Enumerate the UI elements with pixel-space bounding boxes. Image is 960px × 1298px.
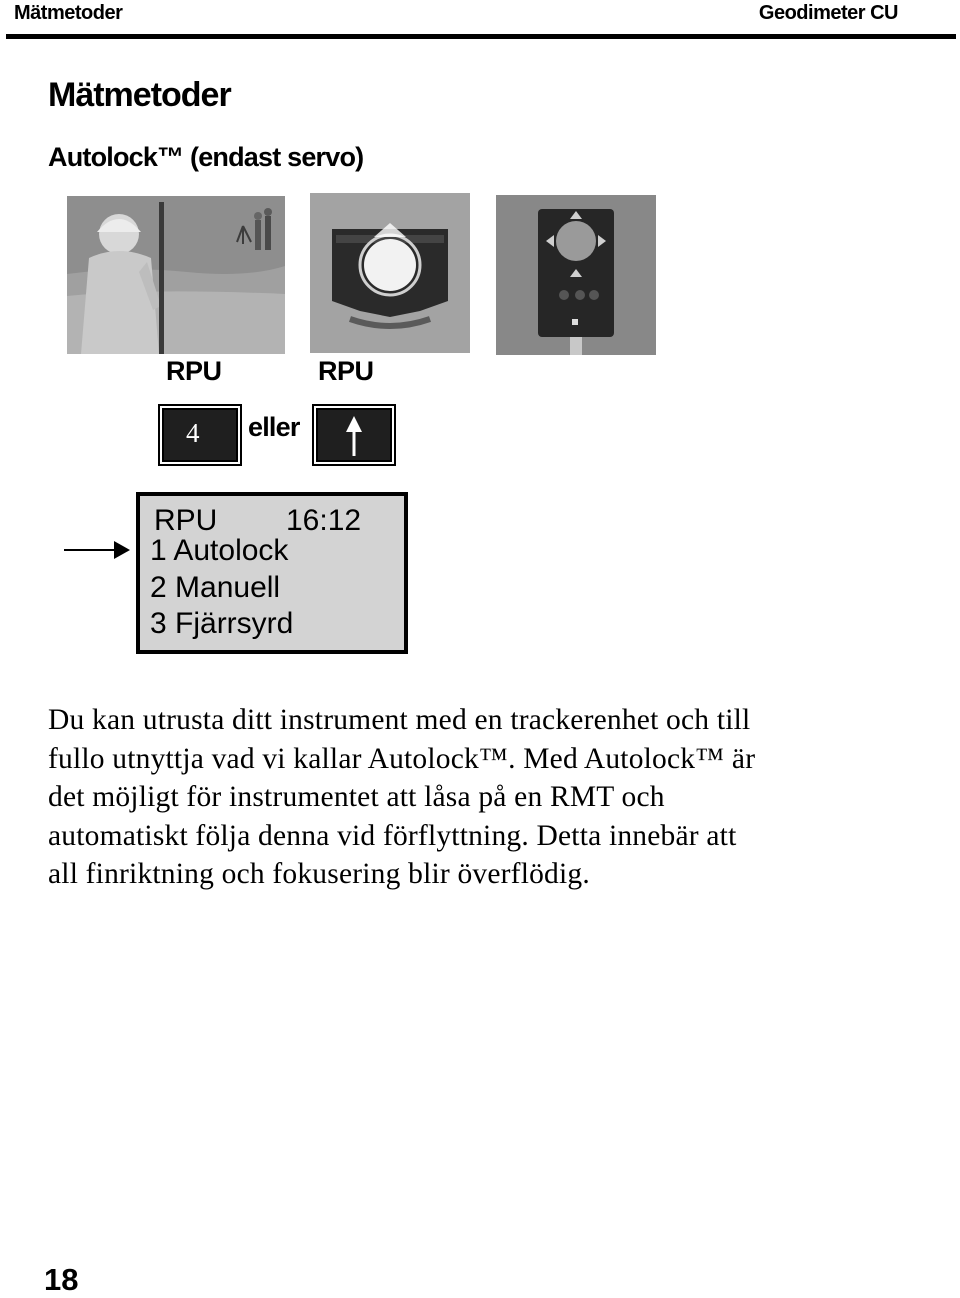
body-line: Du kan utrusta ditt instrument med en trackerenhet och till — [48, 704, 751, 736]
body-line: all finriktning och fokusering blir överflödig. — [48, 858, 590, 890]
header-rule — [6, 34, 956, 39]
rpu-menu-display — [136, 492, 408, 654]
arrow-up-icon — [318, 410, 390, 460]
body-line: fullo utnyttja vad vi kallar Autolock™. Med Autolock™ är — [48, 742, 756, 775]
body-line: automatiskt följa denna vid förflyttning. Detta innebär att — [48, 819, 737, 852]
or-label: eller — [248, 412, 300, 442]
surveyor-photo — [67, 196, 285, 354]
menu-item-autolock[interactable]: 1 Autolock — [150, 534, 289, 567]
prism-light-photo — [310, 193, 470, 353]
page-title: Mätmetoder — [48, 76, 231, 114]
remote-target-photo — [496, 195, 656, 355]
section-title: Autolock™ (endast servo) — [48, 142, 364, 172]
rpu-label-right: RPU — [318, 356, 374, 386]
display-title: RPU — [154, 504, 218, 537]
rpu-label-left: RPU — [166, 356, 222, 386]
key-4-button[interactable] — [162, 408, 238, 462]
menu-item-manuell[interactable]: 2 Manuell — [150, 571, 281, 604]
header-left-title: Mätmetoder — [14, 2, 123, 24]
pointer-arrow-icon — [64, 538, 132, 562]
display-time: 16:12 — [286, 504, 362, 537]
key-4-label: 4 — [186, 418, 200, 448]
body-line: det möjligt för instrumentet att låsa på en RMT och — [48, 781, 665, 813]
page-number: 18 — [44, 1262, 79, 1297]
up-arrow-key-button[interactable] — [316, 408, 392, 462]
menu-item-fjarrsyrd[interactable]: 3 Fjärrsyrd — [150, 607, 294, 640]
header-right-title: Geodimeter CU — [758, 2, 898, 24]
body-paragraph — [48, 701, 928, 894]
